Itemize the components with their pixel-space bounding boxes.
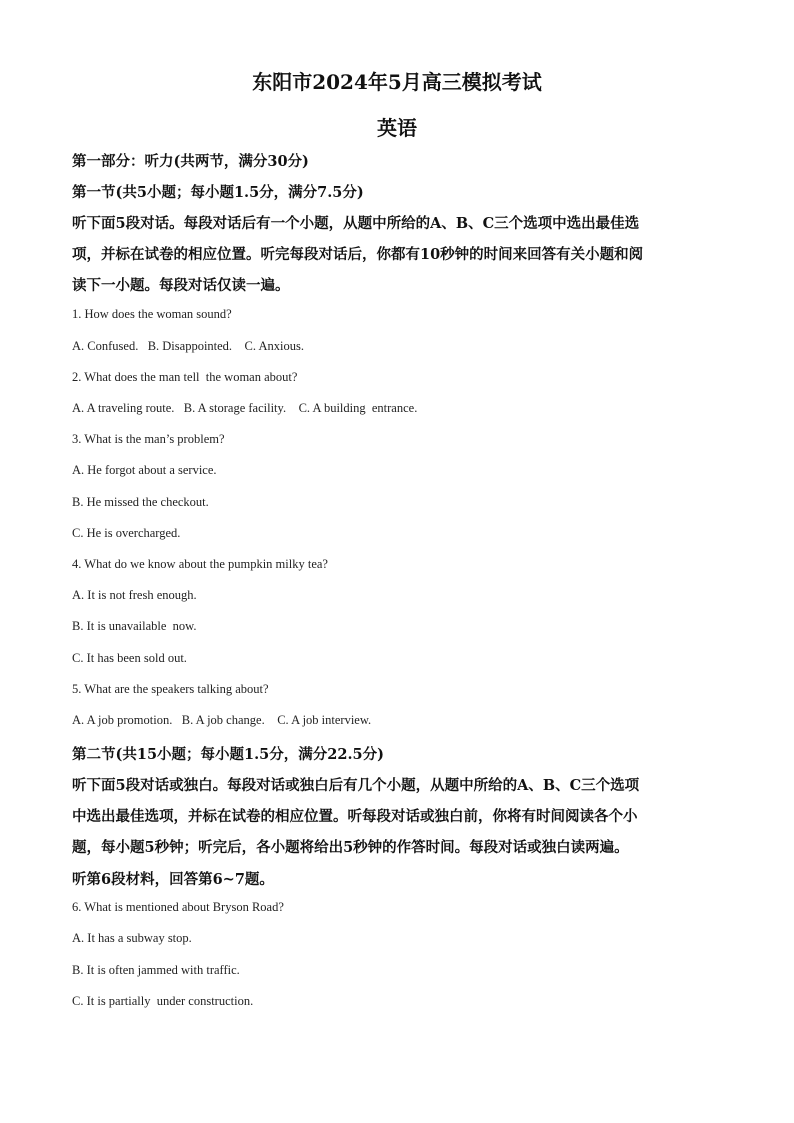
question-2-options: A. A traveling route. B. A storage facility. C. A building entrance.	[72, 401, 418, 415]
question-3-option-b: B. He missed the checkout.	[72, 495, 209, 509]
material-note: 听第6段材料，回答第6~7题。	[72, 871, 274, 888]
question-1: 1. How does the woman sound?	[72, 307, 232, 321]
section1-instruction-line: 读下一小题。每段对话仅读一遍。	[72, 277, 290, 294]
question-4-option-b: B. It is unavailable now.	[72, 619, 197, 633]
question-5: 5. What are the speakers talking about?	[72, 682, 269, 696]
question-4-option-a: A. It is not fresh enough.	[72, 588, 197, 602]
section2-instruction-line: 题，每小题5秒钟；听完后，各小题将给出5秒钟的作答时间。每段对话或独白读两遍。	[72, 839, 629, 856]
question-6: 6. What is mentioned about Bryson Road?	[72, 900, 284, 914]
section1-heading: 第一节(共5小题；每小题1.5分，满分7.5分)	[72, 184, 364, 201]
question-5-options: A. A job promotion. B. A job change. C. A job interview.	[72, 713, 372, 727]
exam-subject: 英语	[377, 116, 417, 140]
question-3-option-a: A. He forgot about a service.	[72, 463, 217, 477]
section1-instruction-line: 项，并标在试卷的相应位置。听完每段对话后，你都有10秒钟的时间来回答有关小题和阅	[72, 246, 644, 263]
section1-instruction-line: 听下面5段对话。每段对话后有一个小题，从题中所给的A、B、C三个选项中选出最佳选	[72, 215, 640, 232]
question-4-option-c: C. It has been sold out.	[72, 651, 187, 665]
section2-heading: 第二节(共15小题；每小题1.5分，满分22.5分)	[72, 746, 384, 763]
exam-title: 东阳市2024年5月高三模拟考试	[252, 70, 542, 94]
section2-instruction-line: 中选出最佳选项，并标在试卷的相应位置。听每段对话或独白前，你将有时间阅读各个小	[72, 808, 638, 825]
section2-instruction-line: 听下面5段对话或独白。每段对话或独白后有几个小题，从题中所给的A、B、C三个选项	[72, 777, 640, 794]
question-1-options: A. Confused. B. Disappointed. C. Anxious.	[72, 339, 304, 353]
question-6-option-c: C. It is partially under construction.	[72, 994, 254, 1008]
part1-heading: 第一部分：听力(共两节，满分30分)	[72, 153, 309, 170]
question-3: 3. What is the man’s problem?	[72, 432, 225, 446]
question-6-option-a: A. It has a subway stop.	[72, 931, 192, 945]
question-4: 4. What do we know about the pumpkin milky tea?	[72, 557, 328, 571]
question-6-option-b: B. It is often jammed with traffic.	[72, 963, 240, 977]
question-3-option-c: C. He is overcharged.	[72, 526, 181, 540]
question-2: 2. What does the man tell the woman about?	[72, 370, 298, 384]
